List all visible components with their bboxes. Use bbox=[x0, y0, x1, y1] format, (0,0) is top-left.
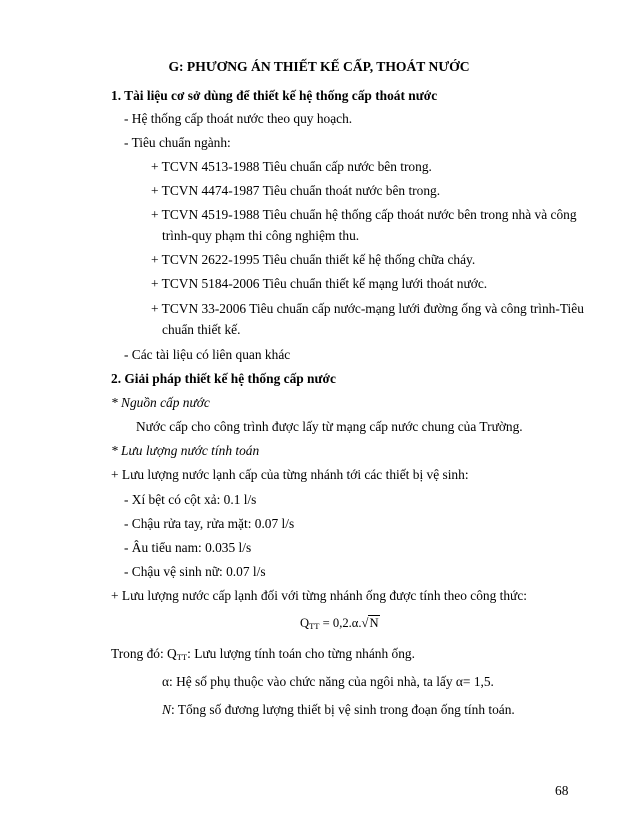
standard-item: + TCVN 4519-1988 Tiêu chuẩn hệ thống cấp thoát nước bên trong nhà và công bbox=[151, 207, 577, 222]
where-prefix: Trong đó: Q bbox=[111, 646, 177, 661]
where-line bbox=[111, 645, 415, 666]
fixture-item: - Âu tiểu nam: 0.035 l/s bbox=[124, 540, 252, 555]
standard-item: + TCVN 2622-1995 Tiêu chuẩn thiết kế hệ thống chữa cháy. bbox=[151, 252, 476, 267]
standard-item: + TCVN 4513-1988 Tiêu chuẩn cấp nước bên trong. bbox=[151, 159, 432, 174]
formula-lhs-subscript: TT bbox=[309, 621, 320, 631]
fixture-item: - Xí bệt có cột xả: 0.1 l/s bbox=[124, 492, 257, 507]
n-symbol: N bbox=[162, 702, 171, 717]
fixture-item: - Chậu vệ sinh nữ: 0.07 l/s bbox=[124, 564, 266, 579]
page-number: 68 bbox=[555, 783, 569, 798]
alpha-definition: α: Hệ số phụ thuộc vào chức năng của ngôi nhà, ta lấy α= 1,5. bbox=[162, 674, 494, 689]
standard-item: + TCVN 4474-1987 Tiêu chuẩn thoát nước bên trong. bbox=[151, 183, 441, 198]
cold-flow-intro: + Lưu lượng nước lạnh cấp của từng nhánh tới các thiết bị vệ sinh: bbox=[111, 467, 469, 482]
source-text: Nước cấp cho công trình được lấy từ mạng cấp nước chung của Trường. bbox=[136, 419, 523, 434]
where-subscript: TT bbox=[176, 652, 188, 662]
page-title: G: PHƯƠNG ÁN THIẾT KẾ CẤP, THOÁT NƯỚC bbox=[168, 59, 470, 74]
n-text: : Tổng số đương lượng thiết bị vệ sinh trong đoạn ống tính toán. bbox=[170, 702, 515, 717]
formula-lhs: Q bbox=[300, 616, 310, 630]
standard-item-continuation: trình-quy phạm thi công nghiệm thu. bbox=[162, 228, 360, 243]
where-text: : Lưu lượng tính toán cho từng nhánh ống. bbox=[187, 646, 415, 661]
standard-item: + TCVN 5184-2006 Tiêu chuẩn thiết kế mạng lưới thoát nước. bbox=[151, 276, 488, 291]
formula-intro: + Lưu lượng nước cấp lạnh đối với từng nhánh ống được tính theo công thức: bbox=[111, 588, 527, 603]
section-2-heading: 2. Giải pháp thiết kế hệ thống cấp nước bbox=[111, 371, 336, 386]
square-root-icon: √ bbox=[361, 616, 369, 630]
list-item: - Các tài liệu có liên quan khác bbox=[124, 347, 291, 362]
n-definition bbox=[162, 701, 515, 719]
formula-rhs: = 0,2.α. bbox=[319, 616, 362, 630]
flow-heading: * Lưu lượng nước tính toán bbox=[111, 443, 260, 458]
source-heading: * Nguồn cấp nước bbox=[111, 395, 210, 410]
fixture-item: - Chậu rửa tay, rửa mặt: 0.07 l/s bbox=[124, 516, 295, 531]
standard-item-continuation: chuẩn thiết kế. bbox=[162, 322, 241, 337]
flow-formula bbox=[300, 614, 380, 635]
formula-radicand: N bbox=[369, 616, 379, 630]
standard-item: + TCVN 33-2006 Tiêu chuẩn cấp nước-mạng lưới đường ống và công trình-Tiêu bbox=[151, 301, 584, 316]
section-1-heading: 1. Tài liệu cơ sở dùng để thiết kế hệ thống cấp thoát nước bbox=[111, 88, 438, 103]
list-item: - Tiêu chuẩn ngành: bbox=[124, 135, 231, 150]
list-item: - Hệ thống cấp thoát nước theo quy hoạch. bbox=[124, 111, 353, 126]
